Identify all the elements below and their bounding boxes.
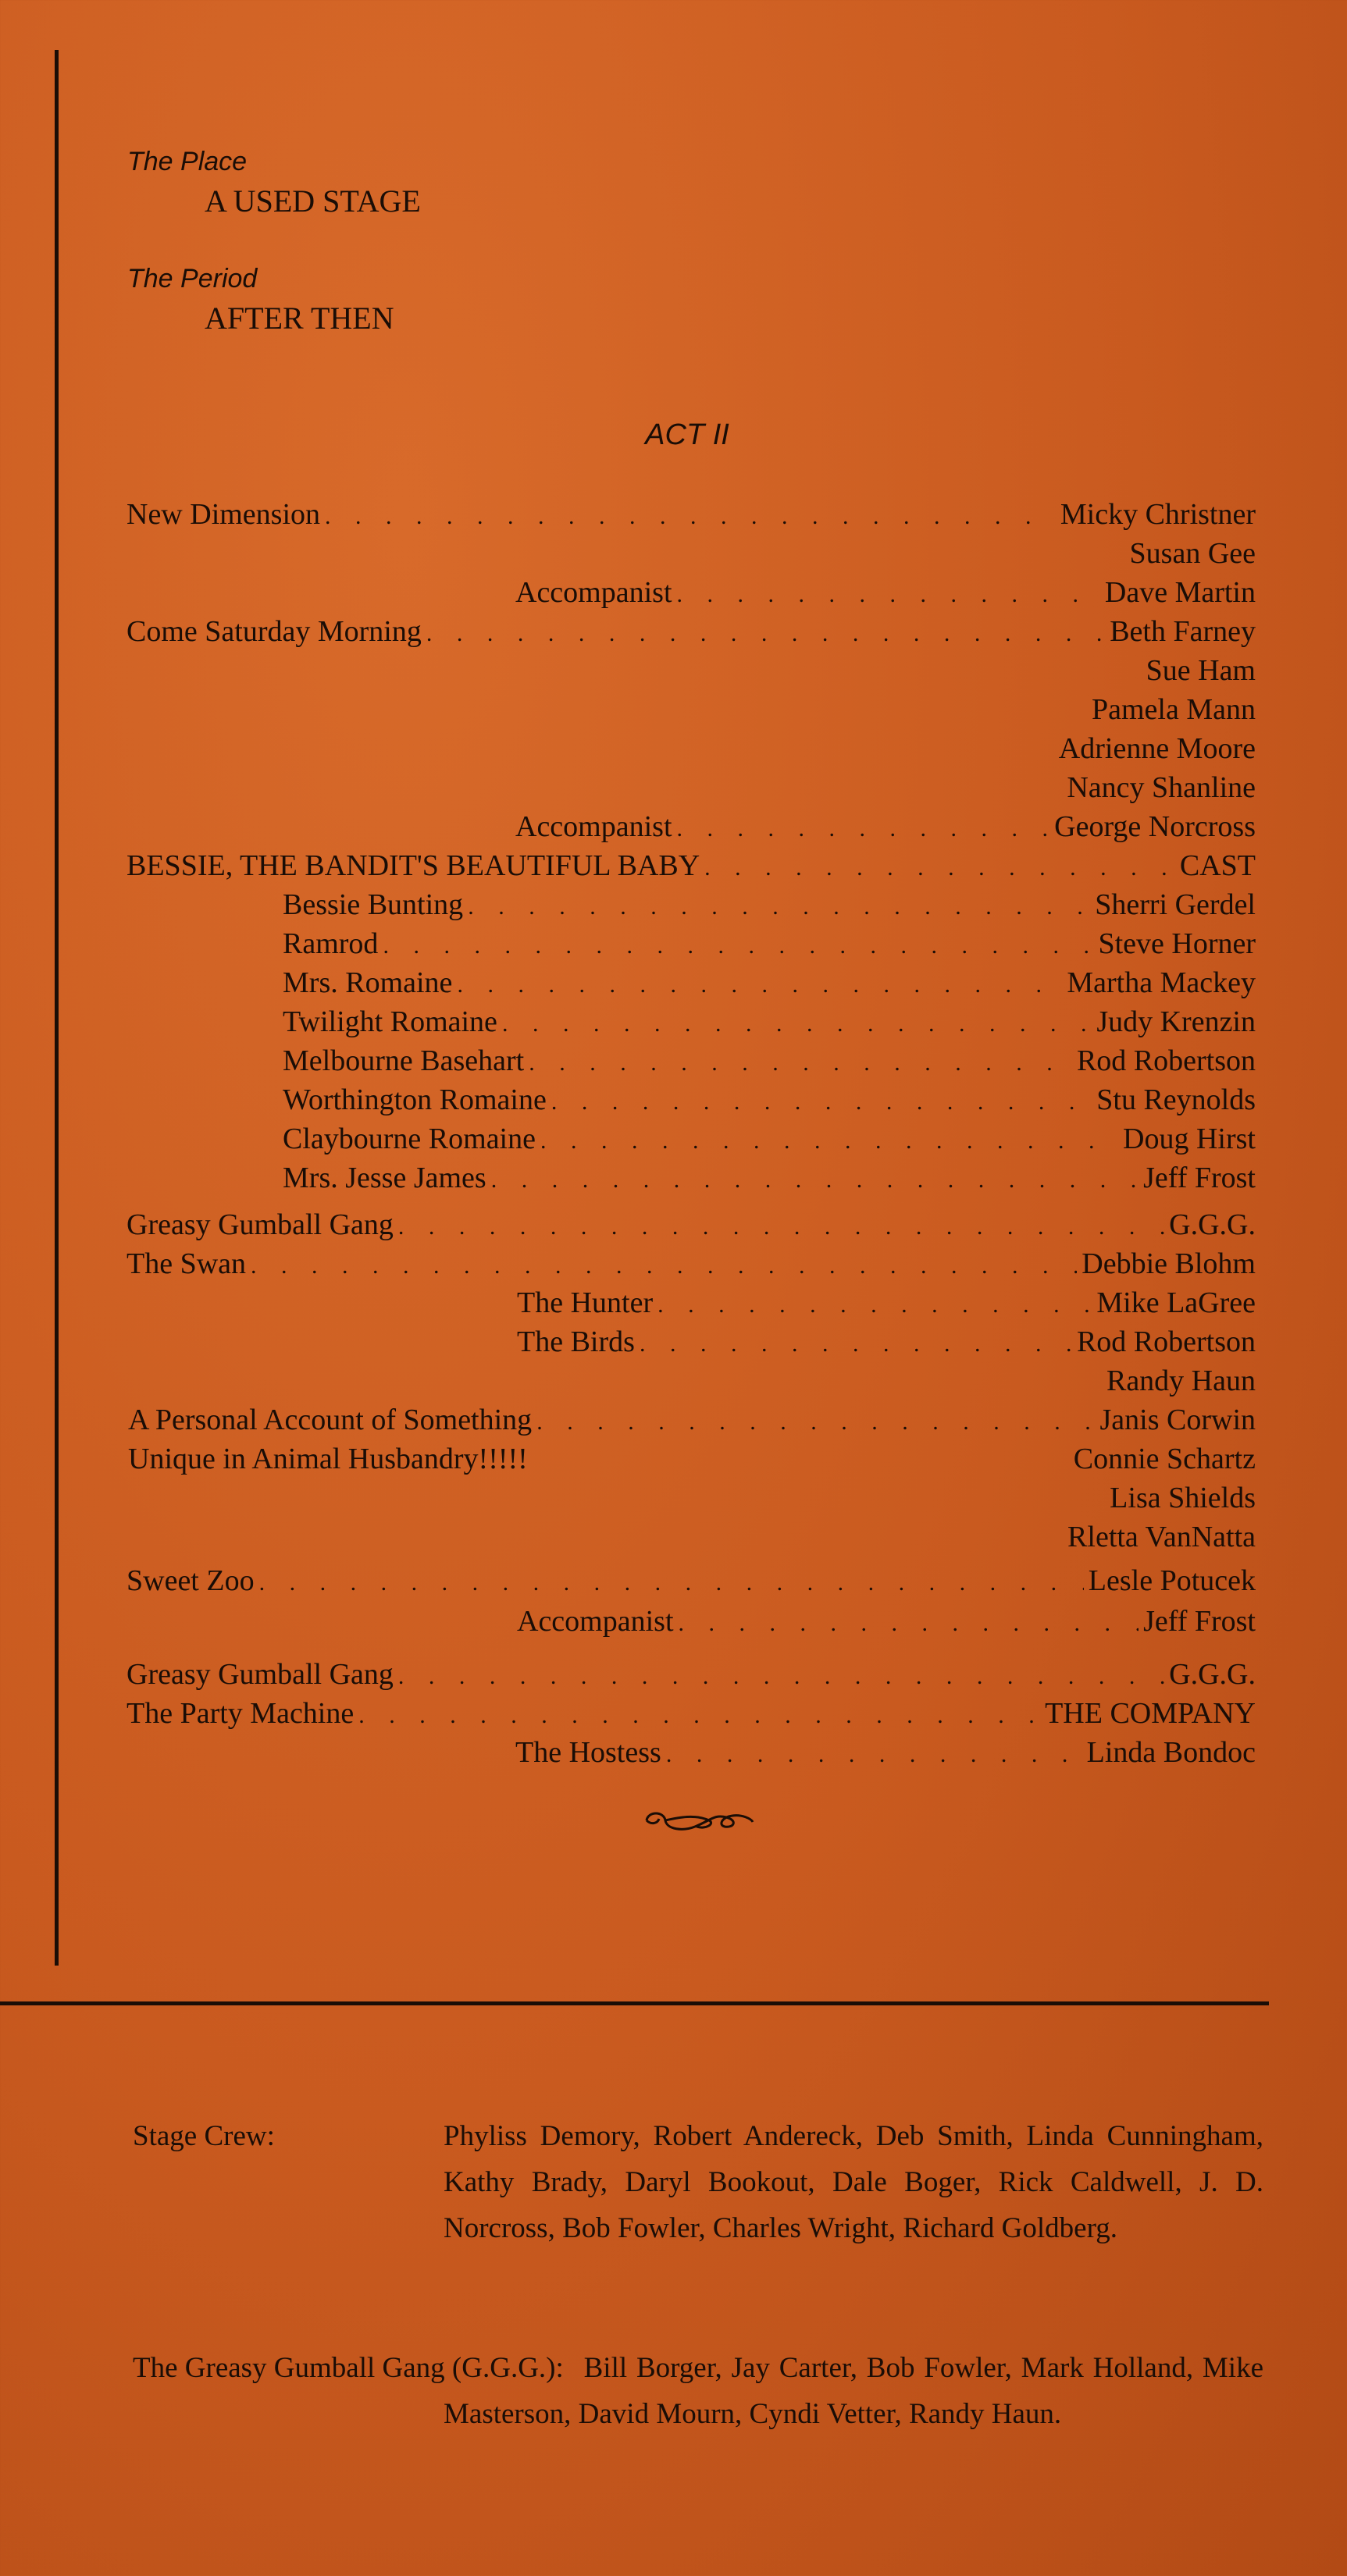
- program-performer: Linda Bondoc: [1086, 1736, 1256, 1769]
- program-row: [128, 1400, 1256, 1439]
- program-row: [127, 1561, 1256, 1600]
- program-performer: Judy Krenzin: [1096, 1005, 1256, 1038]
- program-performer: Beth Farney: [1110, 615, 1256, 648]
- program-row: [128, 1439, 1256, 1478]
- leader-dots: [640, 1325, 1072, 1364]
- program-title: Come Saturday Morning: [127, 615, 422, 648]
- leader-dots: [468, 888, 1090, 927]
- program-title: Accompanist: [517, 1605, 674, 1638]
- program-row: [515, 807, 1256, 846]
- program-row: [283, 1158, 1256, 1197]
- program-performer: George Norcross: [1054, 810, 1256, 843]
- program-performer: Sherri Gerdel: [1095, 888, 1256, 921]
- program-title: Ramrod: [283, 927, 379, 960]
- leader-dots: [657, 1286, 1092, 1325]
- place-value: A USED STAGE: [205, 183, 421, 219]
- section-divider: [0, 2001, 1269, 2005]
- program-title: The Swan: [127, 1247, 247, 1280]
- leader-dots: [666, 1735, 1082, 1774]
- program-title: New Dimension: [127, 498, 321, 531]
- leader-dots: [540, 1122, 1118, 1161]
- program-title: Claybourne Romaine: [283, 1123, 536, 1155]
- program-title: Unique in Animal Husbandry!!!!!: [128, 1443, 528, 1475]
- program-row: [283, 963, 1256, 1002]
- leader-dots: [398, 1657, 1164, 1696]
- program-performer: Micky Christner: [1060, 498, 1256, 531]
- period-value: AFTER THEN: [205, 301, 394, 336]
- program-title: Accompanist: [515, 810, 672, 843]
- leader-dots: [529, 1044, 1072, 1083]
- program-performer: Sue Ham: [1146, 654, 1256, 687]
- stage-crew-label: Stage Crew:: [133, 2120, 275, 2152]
- program-performer: Jeff Frost: [1143, 1162, 1256, 1194]
- program-title: The Hostess: [515, 1736, 661, 1769]
- leader-dots: [426, 614, 1105, 653]
- program-performer: Nancy Shanline: [1067, 771, 1256, 804]
- program-performer: Lesle Potucek: [1088, 1564, 1256, 1597]
- leader-dots: [704, 849, 1175, 888]
- program-performer: Pamela Mann: [1091, 693, 1256, 726]
- leader-dots: [325, 497, 1056, 536]
- program-performer: CAST: [1179, 849, 1256, 882]
- program-row: [517, 1283, 1256, 1322]
- leader-dots: [536, 1403, 1095, 1442]
- program-title: Twilight Romaine: [283, 1005, 497, 1038]
- program-performer: Mike LaGree: [1096, 1286, 1256, 1319]
- program-row: [283, 1041, 1256, 1080]
- place-label: The Place: [127, 147, 248, 176]
- program-title: BESSIE, THE BANDIT'S BEAUTIFUL BABY: [127, 849, 700, 882]
- leader-dots: [398, 1208, 1164, 1247]
- program-row: [127, 1655, 1256, 1694]
- program-performer: THE COMPANY: [1045, 1697, 1256, 1730]
- leader-dots: [551, 1083, 1092, 1122]
- program-row: [283, 924, 1256, 963]
- program-title: The Party Machine: [127, 1697, 355, 1730]
- leader-dots: [502, 1005, 1092, 1044]
- program-row: [127, 1694, 1256, 1733]
- program-title: Bessie Bunting: [283, 888, 464, 921]
- program-performer: G.G.G.: [1169, 1208, 1256, 1241]
- flourish-ornament: [640, 1803, 757, 1842]
- program-title: Accompanist: [515, 576, 672, 609]
- leader-dots: [251, 1247, 1077, 1286]
- act-title: ACT II: [645, 418, 729, 451]
- program-row: [127, 1244, 1256, 1283]
- program-row: [515, 1733, 1256, 1772]
- leader-dots: [677, 575, 1100, 614]
- program-title: Mrs. Jesse James: [283, 1162, 486, 1194]
- program-row: [517, 1602, 1256, 1641]
- program-title: Greasy Gumball Gang: [127, 1208, 394, 1241]
- program-title: Sweet Zoo: [127, 1564, 255, 1597]
- leader-dots: [679, 1604, 1139, 1643]
- leader-dots: [383, 927, 1093, 966]
- program-title: Greasy Gumball Gang: [127, 1658, 394, 1691]
- stage-crew-names: Phyliss Demory, Robert Andereck, Deb Smith, Linda Cunningham, Kathy Brady, Daryl Bookout, Dale Boger, Rick Caldwell, J. D. Norcross, Bob Fowler, Charles Wright, Richard Goldberg.: [444, 2120, 1263, 2244]
- left-margin-rule: [55, 50, 59, 1966]
- program-row: [283, 1119, 1256, 1158]
- leader-dots: [491, 1161, 1139, 1200]
- program-performer: Connie Schartz: [1073, 1443, 1256, 1475]
- program-row: [517, 1322, 1256, 1361]
- program-performer: Martha Mackey: [1067, 966, 1256, 999]
- program-performer: Steve Horner: [1098, 927, 1256, 960]
- program-title: Mrs. Romaine: [283, 966, 453, 999]
- program-performer: Rod Robertson: [1076, 1044, 1256, 1077]
- program-title: Melbourne Basehart: [283, 1044, 525, 1077]
- program-performer: Stu Reynolds: [1096, 1083, 1256, 1116]
- period-label: The Period: [127, 264, 258, 294]
- program-performer: Rod Robertson: [1076, 1325, 1256, 1358]
- program-row: [515, 573, 1256, 612]
- leader-dots: [358, 1696, 1040, 1735]
- program-row: [127, 846, 1256, 885]
- leader-dots: [457, 966, 1062, 1005]
- program-performer: Dave Martin: [1104, 576, 1256, 609]
- program-performer: Rletta VanNatta: [1067, 1521, 1256, 1553]
- program-performer: Lisa Shields: [1110, 1482, 1256, 1514]
- program-title: A Personal Account of Something: [128, 1404, 533, 1436]
- program-row: [283, 1002, 1256, 1041]
- leader-dots: [677, 809, 1050, 849]
- program-performer: Susan Gee: [1129, 537, 1256, 570]
- program-performer: Jeff Frost: [1143, 1605, 1256, 1638]
- program-row: [127, 1205, 1256, 1244]
- ggg-label: The Greasy Gumball Gang (G.G.G.):: [133, 2352, 564, 2384]
- program-performer: Debbie Blohm: [1082, 1247, 1256, 1280]
- ggg-names: Bill Borger, Jay Carter, Bob Fowler, Mark Holland, Mike Masterson, David Mourn, Cyndi Vetter, Randy Haun.: [444, 2352, 1263, 2430]
- program-row: [283, 885, 1256, 924]
- program-performer: Janis Corwin: [1099, 1404, 1256, 1436]
- program-title: The Birds: [517, 1325, 635, 1358]
- program-performer: G.G.G.: [1169, 1658, 1256, 1691]
- program-title: The Hunter: [517, 1286, 654, 1319]
- program-row: [127, 612, 1256, 651]
- program-performer: Doug Hirst: [1123, 1123, 1256, 1155]
- program-title: Worthington Romaine: [283, 1083, 547, 1116]
- program-row: [283, 1080, 1256, 1119]
- program-performer: Randy Haun: [1106, 1364, 1256, 1397]
- leader-dots: [259, 1564, 1084, 1603]
- program-performer: Adrienne Moore: [1058, 732, 1256, 765]
- program-row: [127, 495, 1256, 534]
